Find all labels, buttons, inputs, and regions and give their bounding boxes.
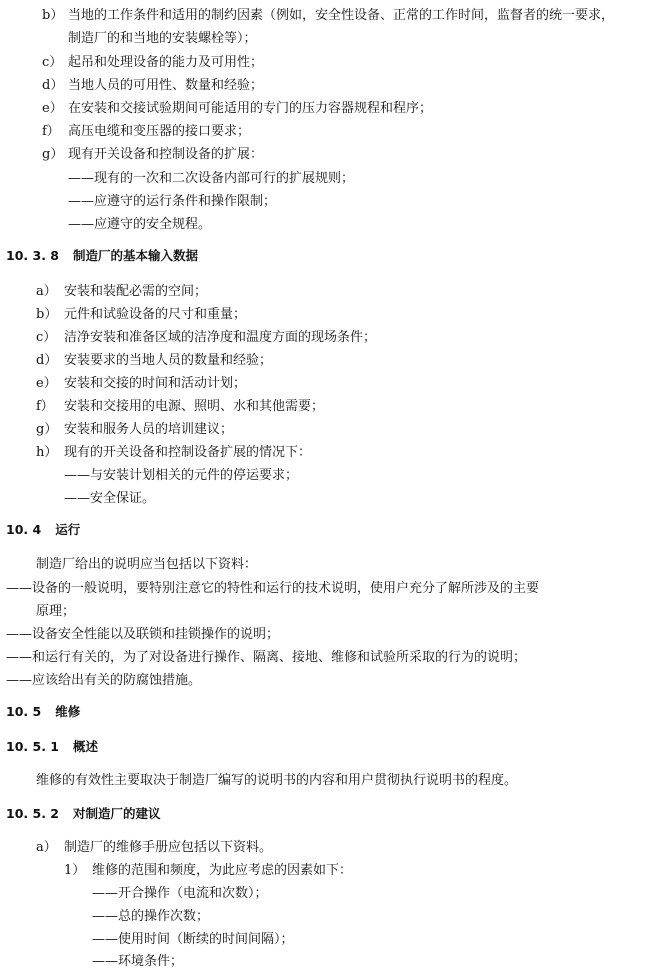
paragraph-text: 维修的有效性主要取决于制造厂编写的说明书的内容和用户贯彻执行说明书的程度。 [36,773,518,788]
paragraph-text: 制造厂给出的说明应当包括以下资料： [36,557,258,572]
list-item-text: 元件和试验设备的尺寸和重量； [64,307,247,322]
list-item-text: 在安装和交接试验期间可能适用的专门的压力容器规程和程序； [68,101,433,116]
sub-item-text: ——总的操作次数； [92,909,210,924]
numbered-item-text: 维修的范围和频度，为此应考虑的因素如下： [92,863,353,878]
list-label-d: d） [42,78,64,93]
list-label-f: f） [42,124,60,139]
section-title: 对制造厂的建议 [73,806,161,821]
section-number: 10. 5. 1 [6,739,59,754]
dash-item-text: ——设备的一般说明，要特别注意它的特性和运行的技术说明，使用户充分了解所涉及的主要 [6,581,540,596]
sub-item-text: ——环境条件； [92,954,184,969]
section-heading-10-5 [6,702,80,722]
sub-item-text: ——使用时间（断续的时间间隔）； [92,932,294,947]
list-item-text: 安装和交接用的电源、照明、水和其他需要； [64,399,325,414]
section-number: 10. 5 [6,704,42,719]
list-label: a） [36,284,57,299]
list-label: h） [36,445,58,460]
sub-item-text: ——安全保证。 [64,491,156,506]
section-number: 10. 5. 2 [6,806,59,821]
section-title: 运行 [55,522,81,537]
list-label-a: a） [36,840,57,855]
list-item-text: 当地的工作条件和适用的制约因素（例如，安全性设备、正常的工作时间，监督者的统一要求， [68,8,615,23]
dash-item-text: ——应该给出有关的防腐蚀措施。 [6,673,202,688]
list-item-text: 高压电缆和变压器的接口要求； [68,124,251,139]
section-title: 概述 [73,739,99,754]
list-item-text: 安装要求的当地人员的数量和经验； [64,353,273,368]
section-number: 10. 4 [6,522,42,537]
list-label: c） [36,330,57,345]
list-label: b） [36,307,58,322]
list-label-e: e） [42,101,63,116]
section-heading-10-5-2 [6,804,161,824]
dash-item-continuation: 原理； [36,604,76,619]
list-item-text: 安装和装配必需的空间； [64,284,208,299]
sub-item-text: ——现有的一次和二次设备内部可行的扩展规则； [68,171,355,186]
section-title: 维修 [55,704,81,719]
dash-item-text: ——设备安全性能以及联锁和挂锁操作的说明； [6,627,280,642]
list-item-text: 现有的开关设备和控制设备扩展的情况下： [64,445,312,460]
list-item-text: 当地人员的可用性、数量和经验； [68,78,264,93]
section-heading-10-5-1 [6,737,98,757]
list-item-text: 安装和服务人员的培训建议； [64,422,234,437]
section-heading-10-3-8 [6,246,198,266]
list-item-text: 洁净安装和准备区域的洁净度和温度方面的现场条件； [64,330,377,345]
list-label: e） [36,376,57,391]
list-label-b: b） [42,8,64,23]
list-item-text: 安装和交接的时间和活动计划； [64,376,247,391]
numbered-label: 1） [64,863,86,878]
list-label-c: c） [42,55,63,70]
section-title: 制造厂的基本输入数据 [73,248,199,263]
list-item-text: 制造厂的维修手册应包括以下资料。 [64,840,273,855]
list-label: g） [36,422,58,437]
dash-item-text: ——和运行有关的，为了对设备进行操作、隔离、接地、维修和试验所采取的行为的说明； [6,650,527,665]
section-number: 10. 3. 8 [6,248,59,263]
list-item-text: 现有开关设备和控制设备的扩展： [68,147,264,162]
sub-item-text: ——应遵守的运行条件和操作限制； [68,194,277,209]
sub-item-text: ——与安装计划相关的元件的停运要求； [64,468,299,483]
list-label: d） [36,353,58,368]
list-label: f） [36,399,54,414]
list-item-text-continuation: 制造厂的和当地的安装螺栓等）； [68,31,257,46]
list-label-g: g） [42,147,64,162]
sub-item-text: ——开合操作（电流和次数）； [92,886,268,901]
section-heading-10-4 [6,520,80,540]
list-item-text: 起吊和处理设备的能力及可用性； [68,55,264,70]
sub-item-text: ——应遵守的安全规程。 [68,217,212,232]
